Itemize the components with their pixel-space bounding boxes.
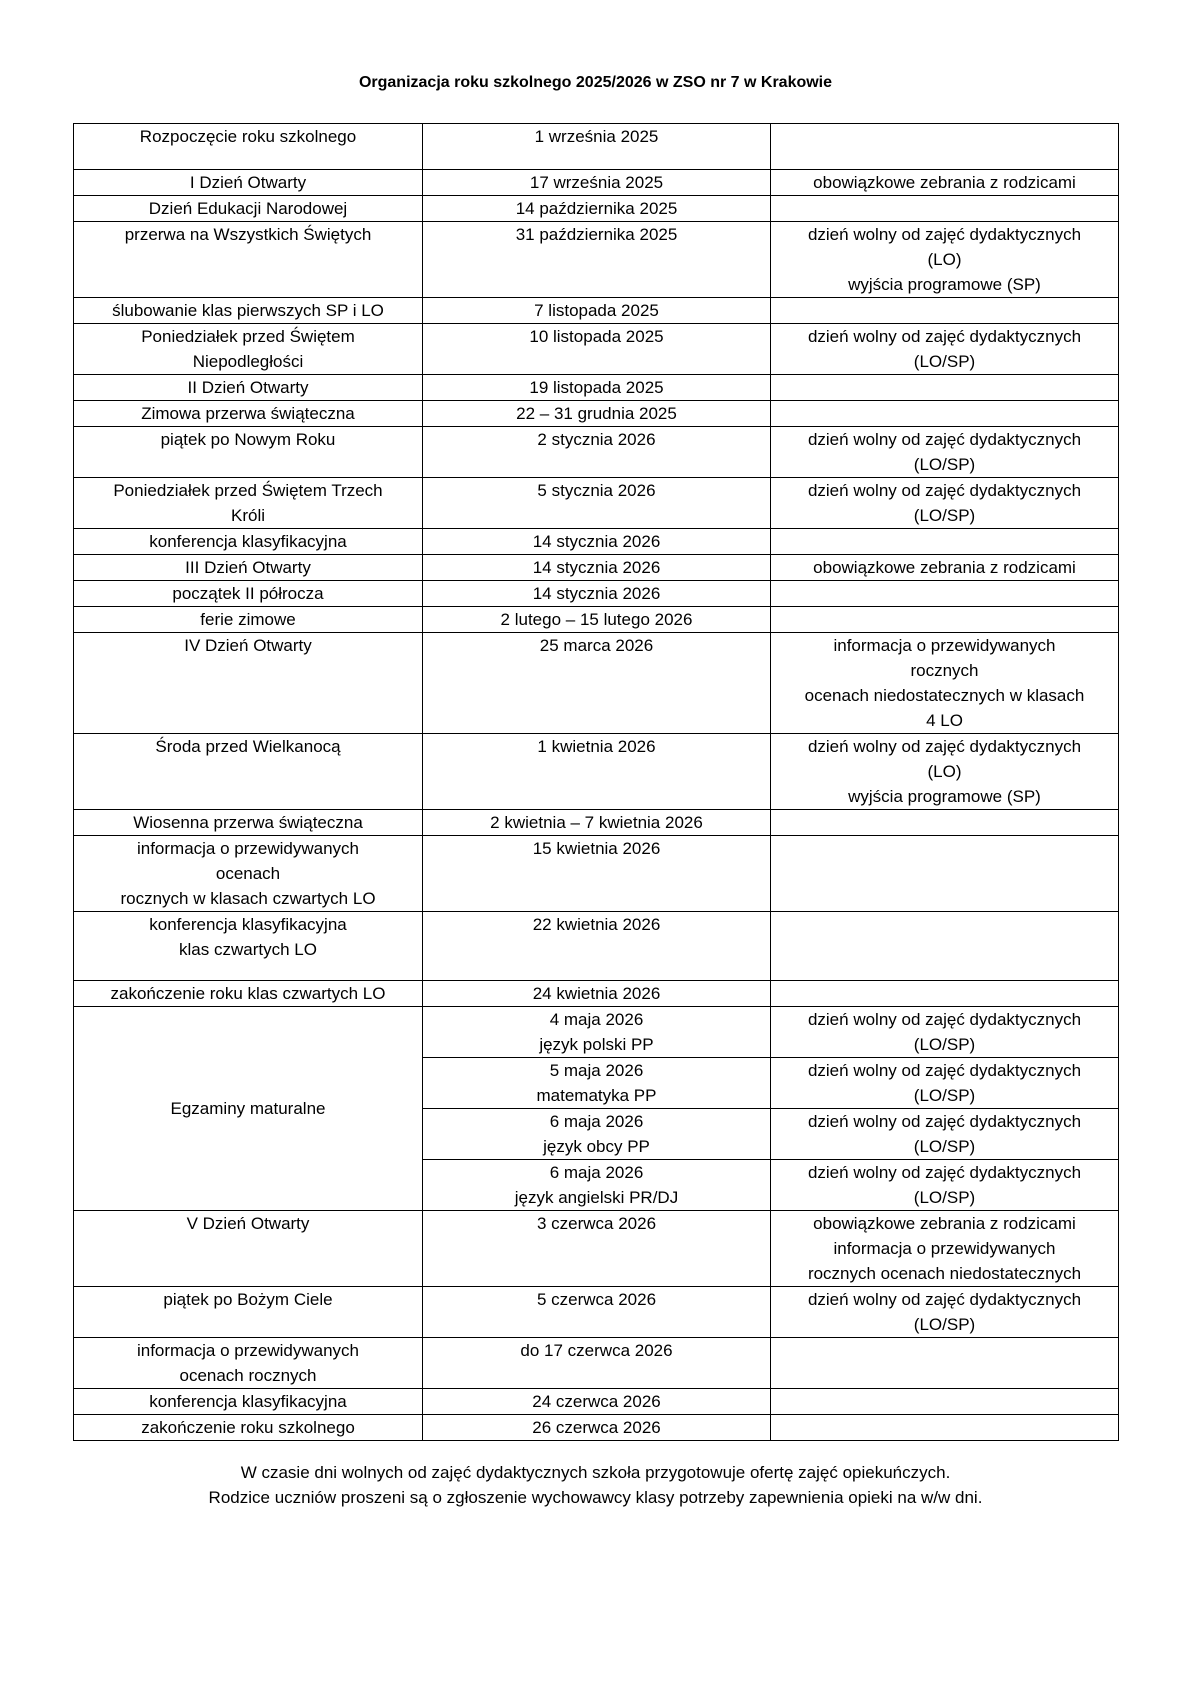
note-cell <box>771 1338 1119 1389</box>
event-cell: zakończenie roku klas czwartych LO <box>74 981 423 1007</box>
event-cell: III Dzień Otwarty <box>74 555 423 581</box>
note-cell <box>771 836 1119 912</box>
table-row <box>74 375 1119 401</box>
note-cell <box>771 810 1119 836</box>
event-cell: konferencja klasyfikacyjna <box>74 1389 423 1415</box>
note-cell: dzień wolny od zajęć dydaktycznych (LO/SP) <box>771 427 1119 478</box>
date-cell: 2 stycznia 2026 <box>423 427 771 478</box>
event-cell: informacja o przewidywanych ocenach rocznych <box>74 1338 423 1389</box>
date-cell: 24 czerwca 2026 <box>423 1389 771 1415</box>
date-cell: 6 maja 2026 język obcy PP <box>423 1109 771 1160</box>
date-cell: 17 września 2025 <box>423 170 771 196</box>
event-cell: Poniedziałek przed Świętem Trzech Króli <box>74 478 423 529</box>
date-cell: 10 listopada 2025 <box>423 324 771 375</box>
date-cell: 24 kwietnia 2026 <box>423 981 771 1007</box>
note-cell: dzień wolny od zajęć dydaktycznych (LO/SP) <box>771 324 1119 375</box>
date-cell: 14 stycznia 2026 <box>423 581 771 607</box>
table-row <box>74 124 1119 170</box>
note-cell: dzień wolny od zajęć dydaktycznych (LO/SP) <box>771 478 1119 529</box>
event-cell: piątek po Bożym Ciele <box>74 1287 423 1338</box>
date-cell: 5 stycznia 2026 <box>423 478 771 529</box>
table-row <box>74 810 1119 836</box>
event-cell: Wiosenna przerwa świąteczna <box>74 810 423 836</box>
note-cell <box>771 196 1119 222</box>
footer-line-2: Rodzice uczniów proszeni są o zgłoszenie wychowawcy klasy potrzeby zapewnienia opieki na w/w dni. <box>208 1488 983 1507</box>
date-cell: 1 kwietnia 2026 <box>423 734 771 810</box>
table-row <box>74 734 1119 810</box>
table-row <box>74 427 1119 478</box>
event-cell: Rozpoczęcie roku szkolnego <box>74 124 423 170</box>
note-cell <box>771 375 1119 401</box>
note-cell <box>771 912 1119 981</box>
table-row <box>74 401 1119 427</box>
table-row <box>74 1007 1119 1058</box>
date-cell: do 17 czerwca 2026 <box>423 1338 771 1389</box>
event-cell: przerwa na Wszystkich Świętych <box>74 222 423 298</box>
note-cell <box>771 607 1119 633</box>
date-cell: 26 czerwca 2026 <box>423 1415 771 1441</box>
note-cell <box>771 529 1119 555</box>
date-cell: 2 kwietnia – 7 kwietnia 2026 <box>423 810 771 836</box>
date-cell: 2 lutego – 15 lutego 2026 <box>423 607 771 633</box>
event-cell: Zimowa przerwa świąteczna <box>74 401 423 427</box>
date-cell: 15 kwietnia 2026 <box>423 836 771 912</box>
note-cell <box>771 124 1119 170</box>
event-cell: ferie zimowe <box>74 607 423 633</box>
date-cell: 5 maja 2026 matematyka PP <box>423 1058 771 1109</box>
table-row <box>74 836 1119 912</box>
table-row <box>74 633 1119 734</box>
note-cell: dzień wolny od zajęć dydaktycznych (LO/SP) <box>771 1160 1119 1211</box>
table-row <box>74 196 1119 222</box>
event-cell: IV Dzień Otwarty <box>74 633 423 734</box>
event-cell: konferencja klasyfikacyjna <box>74 529 423 555</box>
event-cell: piątek po Nowym Roku <box>74 427 423 478</box>
document-title: Organizacja roku szkolnego 2025/2026 w ZSO nr 7 w Krakowie <box>358 74 833 91</box>
footer-line-1: W czasie dni wolnych od zajęć dydaktycznych szkoła przygotowuje ofertę zajęć opiekuńczych. <box>240 1463 951 1482</box>
date-cell: 14 października 2025 <box>423 196 771 222</box>
table-row <box>74 478 1119 529</box>
table-row <box>74 607 1119 633</box>
date-cell: 31 października 2025 <box>423 222 771 298</box>
event-cell: I Dzień Otwarty <box>74 170 423 196</box>
table-row <box>74 222 1119 298</box>
note-cell: dzień wolny od zajęć dydaktycznych (LO) wyjścia programowe (SP) <box>771 222 1119 298</box>
table-row <box>74 1415 1119 1441</box>
table-row <box>74 1211 1119 1287</box>
note-cell: dzień wolny od zajęć dydaktycznych (LO/SP) <box>771 1109 1119 1160</box>
event-cell: II Dzień Otwarty <box>74 375 423 401</box>
note-cell <box>771 1389 1119 1415</box>
date-cell: 19 listopada 2025 <box>423 375 771 401</box>
date-cell: 1 września 2025 <box>423 124 771 170</box>
footer-note <box>0 1460 1191 1510</box>
table-row <box>74 324 1119 375</box>
event-cell: informacja o przewidywanych ocenach rocznych w klasach czwartych LO <box>74 836 423 912</box>
date-cell: 3 czerwca 2026 <box>423 1211 771 1287</box>
table-row <box>74 298 1119 324</box>
event-cell: Egzaminy maturalne <box>74 1007 423 1211</box>
table-row <box>74 1287 1119 1338</box>
note-cell: dzień wolny od zajęć dydaktycznych (LO/SP) <box>771 1007 1119 1058</box>
event-cell: Środa przed Wielkanocą <box>74 734 423 810</box>
date-cell: 5 czerwca 2026 <box>423 1287 771 1338</box>
date-cell: 14 stycznia 2026 <box>423 529 771 555</box>
note-cell <box>771 298 1119 324</box>
event-cell: Poniedziałek przed Świętem Niepodległości <box>74 324 423 375</box>
event-cell: V Dzień Otwarty <box>74 1211 423 1287</box>
note-cell <box>771 1415 1119 1441</box>
event-cell: ślubowanie klas pierwszych SP i LO <box>74 298 423 324</box>
event-cell: zakończenie roku szkolnego <box>74 1415 423 1441</box>
date-cell: 6 maja 2026 język angielski PR/DJ <box>423 1160 771 1211</box>
event-cell: konferencja klasyfikacyjna klas czwartych LO <box>74 912 423 981</box>
note-cell <box>771 401 1119 427</box>
date-cell: 14 stycznia 2026 <box>423 555 771 581</box>
table-row <box>74 1389 1119 1415</box>
date-cell: 22 kwietnia 2026 <box>423 912 771 981</box>
table-row <box>74 981 1119 1007</box>
date-cell: 25 marca 2026 <box>423 633 771 734</box>
note-cell <box>771 581 1119 607</box>
table-row <box>74 1338 1119 1389</box>
date-cell: 7 listopada 2025 <box>423 298 771 324</box>
note-cell: dzień wolny od zajęć dydaktycznych (LO/SP) <box>771 1058 1119 1109</box>
note-cell: dzień wolny od zajęć dydaktycznych (LO) wyjścia programowe (SP) <box>771 734 1119 810</box>
school-year-schedule-table <box>73 123 1119 1441</box>
table-row <box>74 912 1119 981</box>
note-cell: dzień wolny od zajęć dydaktycznych (LO/SP) <box>771 1287 1119 1338</box>
table-row <box>74 170 1119 196</box>
table-row <box>74 529 1119 555</box>
note-cell: obowiązkowe zebrania z rodzicami <box>771 170 1119 196</box>
table-row <box>74 555 1119 581</box>
table-row <box>74 581 1119 607</box>
date-cell: 4 maja 2026 język polski PP <box>423 1007 771 1058</box>
note-cell: obowiązkowe zebrania z rodzicami <box>771 555 1119 581</box>
event-cell: początek II półrocza <box>74 581 423 607</box>
event-cell: Dzień Edukacji Narodowej <box>74 196 423 222</box>
note-cell: informacja o przewidywanych rocznych ocenach niedostatecznych w klasach 4 LO <box>771 633 1119 734</box>
date-cell: 22 – 31 grudnia 2025 <box>423 401 771 427</box>
note-cell: obowiązkowe zebrania z rodzicami informacja o przewidywanych rocznych ocenach niedostatecznych <box>771 1211 1119 1287</box>
schedule-table-body <box>74 124 1119 1441</box>
note-cell <box>771 981 1119 1007</box>
